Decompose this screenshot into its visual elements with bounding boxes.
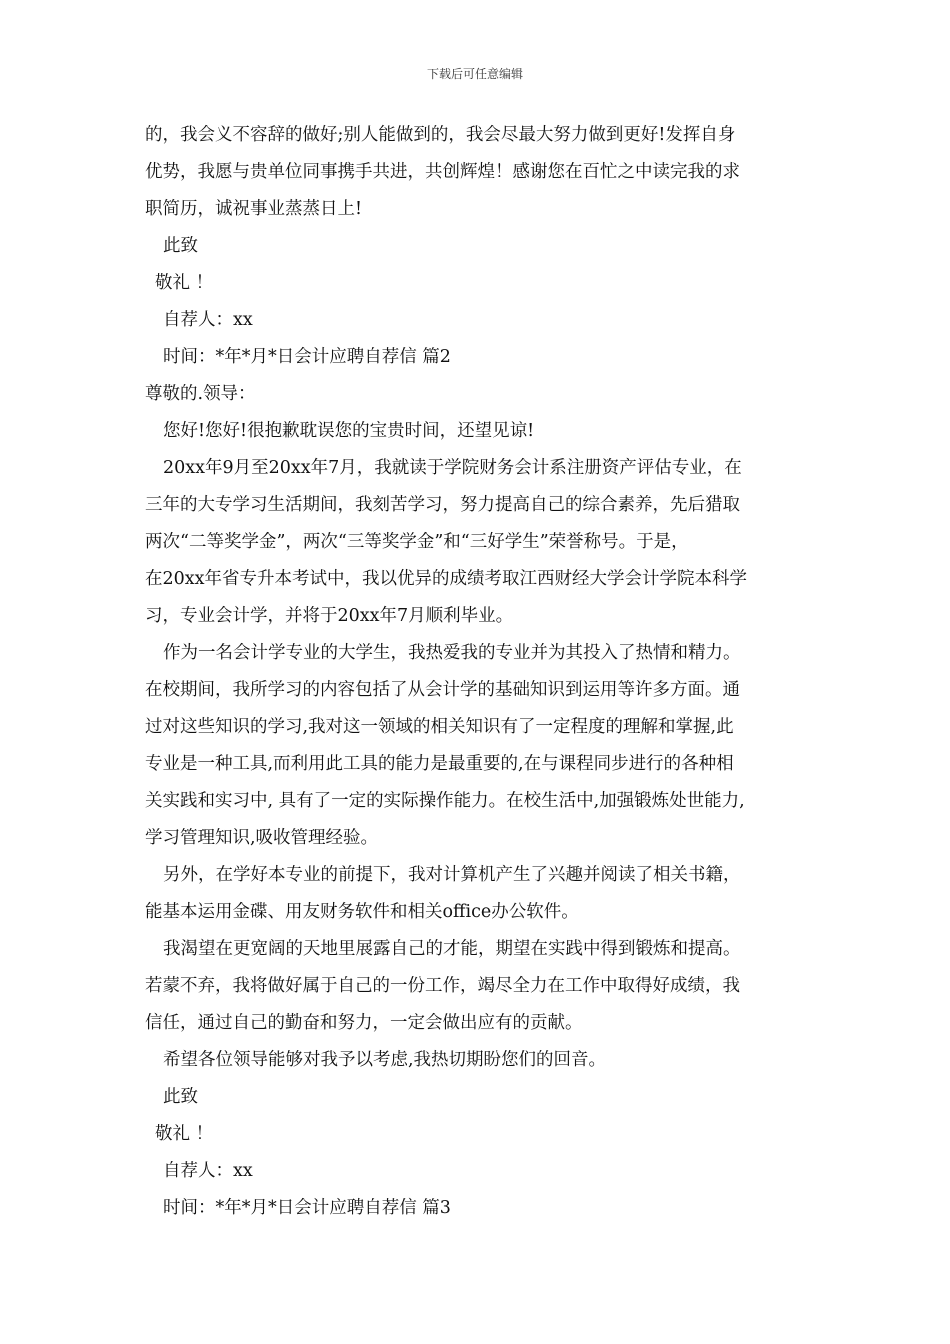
text-line: 我渴望在更宽阔的天地里展露自己的才能，期望在实践中得到锻炼和提高。 (163, 939, 741, 959)
text-line: 时间：*年*月*日会计应聘自荐信 篇2 (163, 347, 451, 367)
text-line: 敬礼 ！ (155, 1124, 214, 1144)
text-line: 学习管理知识,吸收管理经验。 (145, 828, 379, 848)
text-line: 另外，在学好本专业的前提下，我对计算机产生了兴趣并阅读了相关书籍， (163, 865, 741, 885)
text-line: 时间：*年*月*日会计应聘自荐信 篇3 (163, 1198, 451, 1218)
text-line: 自荐人：xx (163, 1161, 253, 1181)
text-line: 优势，我愿与贵单位同事携手共进，共创辉煌！感谢您在百忙之中读完我的求 (145, 162, 740, 182)
text-line: 两次“二等奖学金”，两次“三等奖学金”和“三好学生”荣誉称号。于是， (145, 532, 689, 552)
text-line: 三年的大专学习生活期间，我刻苦学习，努力提高自己的综合素养，先后猎取 (145, 495, 740, 515)
text-line: 能基本运用金碟、用友财务软件和相关office办公软件。 (145, 902, 579, 922)
text-line: 职简历，诚祝事业蒸蒸日上! (145, 199, 363, 219)
text-line: 作为一名会计学专业的大学生，我热爱我的专业并为其投入了热情和精力。 (163, 643, 741, 663)
text-line: 过对这些知识的学习,我对这一领域的相关知识有了一定程度的理解和掌握,此 (145, 717, 734, 737)
text-line: 20xx年9月至20xx年7月，我就读于学院财务会计系注册资产评估专业，在 (163, 458, 742, 478)
text-line: 关实践和实习中, 具有了一定的实际操作能力。在校生活中,加强锻炼处世能力, (145, 791, 745, 811)
text-line: 此致 (163, 1087, 198, 1107)
text-line: 在20xx年省专升本考试中，我以优异的成绩考取江西财经大学会计学院本科学 (145, 569, 748, 589)
text-line: 您好!您好!很抱歉耽误您的宝贵时间，还望见谅! (163, 421, 535, 441)
text-line: 敬礼 ！ (155, 273, 214, 293)
page-header-note: 下载后可任意编辑 (426, 67, 523, 81)
text-line: 在校期间，我所学习的内容包括了从会计学的基础知识到运用等许多方面。通 (145, 680, 740, 700)
text-line: 信任，通过自己的勤奋和努力，一定会做出应有的贡献。 (145, 1013, 583, 1033)
document-body (145, 117, 815, 1227)
text-line: 习，专业会计学，并将于20xx年7月顺利毕业。 (145, 606, 514, 626)
text-line: 自荐人：xx (163, 310, 253, 330)
text-line: 的，我会义不容辞的做好;别人能做到的，我会尽最大努力做到更好!发挥自身 (145, 125, 736, 145)
text-line: 此致 (163, 236, 198, 256)
text-line: 尊敬的.领导： (145, 384, 256, 404)
text-line: 若蒙不弃，我将做好属于自己的一份工作，竭尽全力在工作中取得好成绩，我 (145, 976, 740, 996)
text-line: 专业是一种工具,而利用此工具的能力是最重要的,在与课程同步进行的各种相 (145, 754, 734, 774)
text-line: 希望各位领导能够对我予以考虑,我热切期盼您们的回音。 (163, 1050, 607, 1070)
